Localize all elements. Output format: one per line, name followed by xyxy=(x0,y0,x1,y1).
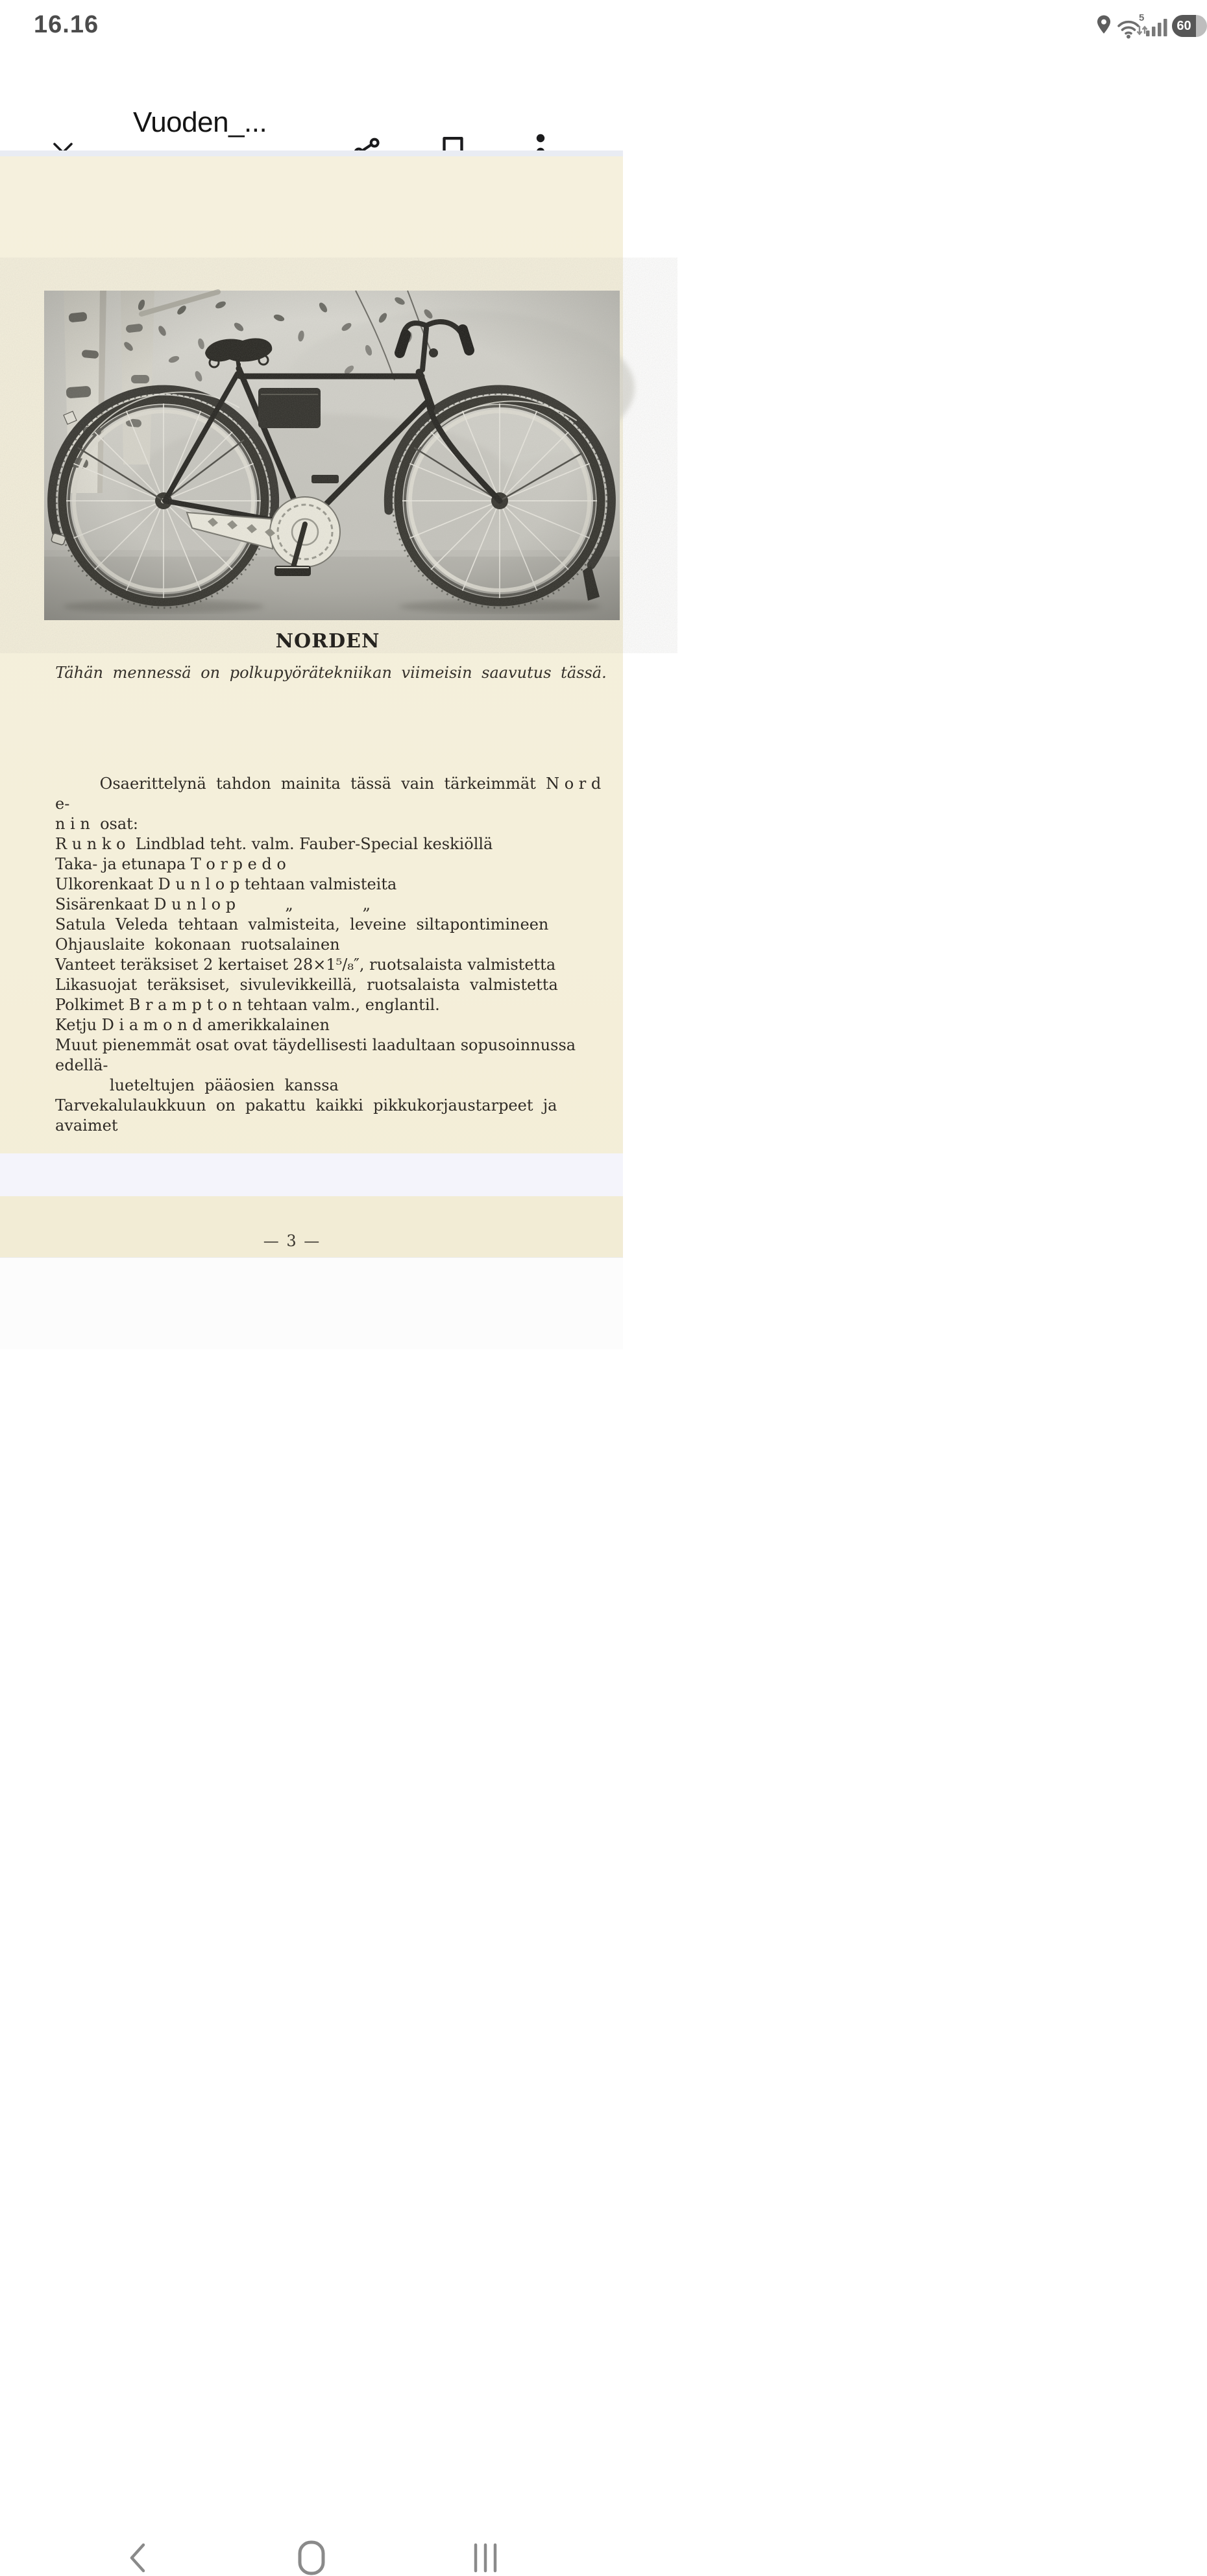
body-line: Tarvekalulaukkuun on pakattu kaikki pikkukorjaustarpeet ja avaimet xyxy=(55,1096,567,1135)
signal-strength-icon xyxy=(1146,17,1168,36)
body-line: Osaerittelynä tahdon mainita tässä vain tärkeimmät N o r d e- xyxy=(55,775,606,813)
body-line: Satula Veleda tehtaan valmisteita, leveine siltapontimineen xyxy=(55,915,549,933)
recents-icon[interactable] xyxy=(471,2542,500,2573)
app-header xyxy=(0,52,623,150)
bicycle-illustration xyxy=(44,291,620,620)
catalog-model-heading: NORDEN xyxy=(275,630,380,653)
page-title: Vuoden_... xyxy=(133,106,267,138)
status-bar xyxy=(0,0,1191,52)
battery-icon xyxy=(1172,15,1207,37)
battery-percent: 60 xyxy=(1177,19,1191,33)
parts-list xyxy=(55,774,607,1136)
location-icon xyxy=(1095,14,1113,38)
back-icon[interactable] xyxy=(127,2541,150,2575)
body-line: Ulkorenkaat D u n l o p tehtaan valmisteita xyxy=(55,875,397,893)
wifi-5-icon xyxy=(1115,12,1149,43)
body-line: Ohjauslaite kokonaan ruotsalainen xyxy=(55,935,340,954)
navigation-bar xyxy=(0,1257,623,1349)
body-line: Muut pienemmät osat ovat täydellisesti laadultaan sopusoinnussa edellä- xyxy=(55,1036,581,1074)
body-line: Vanteet teräksiset 2 kertaiset 28×1⁵/₈″, ruotsalaista valmistetta xyxy=(55,956,556,974)
catalog-tagline: Tähän mennessä on polkupyörätekniikan viimeisin saavutus tässä. xyxy=(55,664,607,682)
body-line: Polkimet B r a m p t o n tehtaan valm., englantil. xyxy=(55,996,440,1014)
pdf-page[interactable] xyxy=(0,156,623,1257)
body-line: Ketju D i a m o n d amerikkalainen xyxy=(55,1016,330,1034)
home-icon[interactable] xyxy=(297,2540,326,2576)
header-separator xyxy=(0,150,623,156)
body-line: Likasuojat teräksiset, sivulevikkeillä, ruotsalaista valmistetta xyxy=(55,976,558,994)
body-line: Sisärenkaat D u n l o p „ „ xyxy=(55,895,371,913)
clock: 16.16 xyxy=(34,11,99,38)
body-line: R u n k o Lindblad teht. valm. Fauber-Special keskiöllä xyxy=(55,835,493,853)
body-line: n i n osat: xyxy=(55,815,138,833)
page-number: — 3 — xyxy=(263,1232,321,1250)
body-line: lueteltujen pääosien kanssa xyxy=(55,1076,339,1094)
svg-text:5: 5 xyxy=(1139,12,1145,23)
page-separator-band xyxy=(0,1153,623,1196)
catalog-photo xyxy=(44,291,620,620)
body-line: Taka- ja etunapa T o r p e d o xyxy=(55,855,286,873)
